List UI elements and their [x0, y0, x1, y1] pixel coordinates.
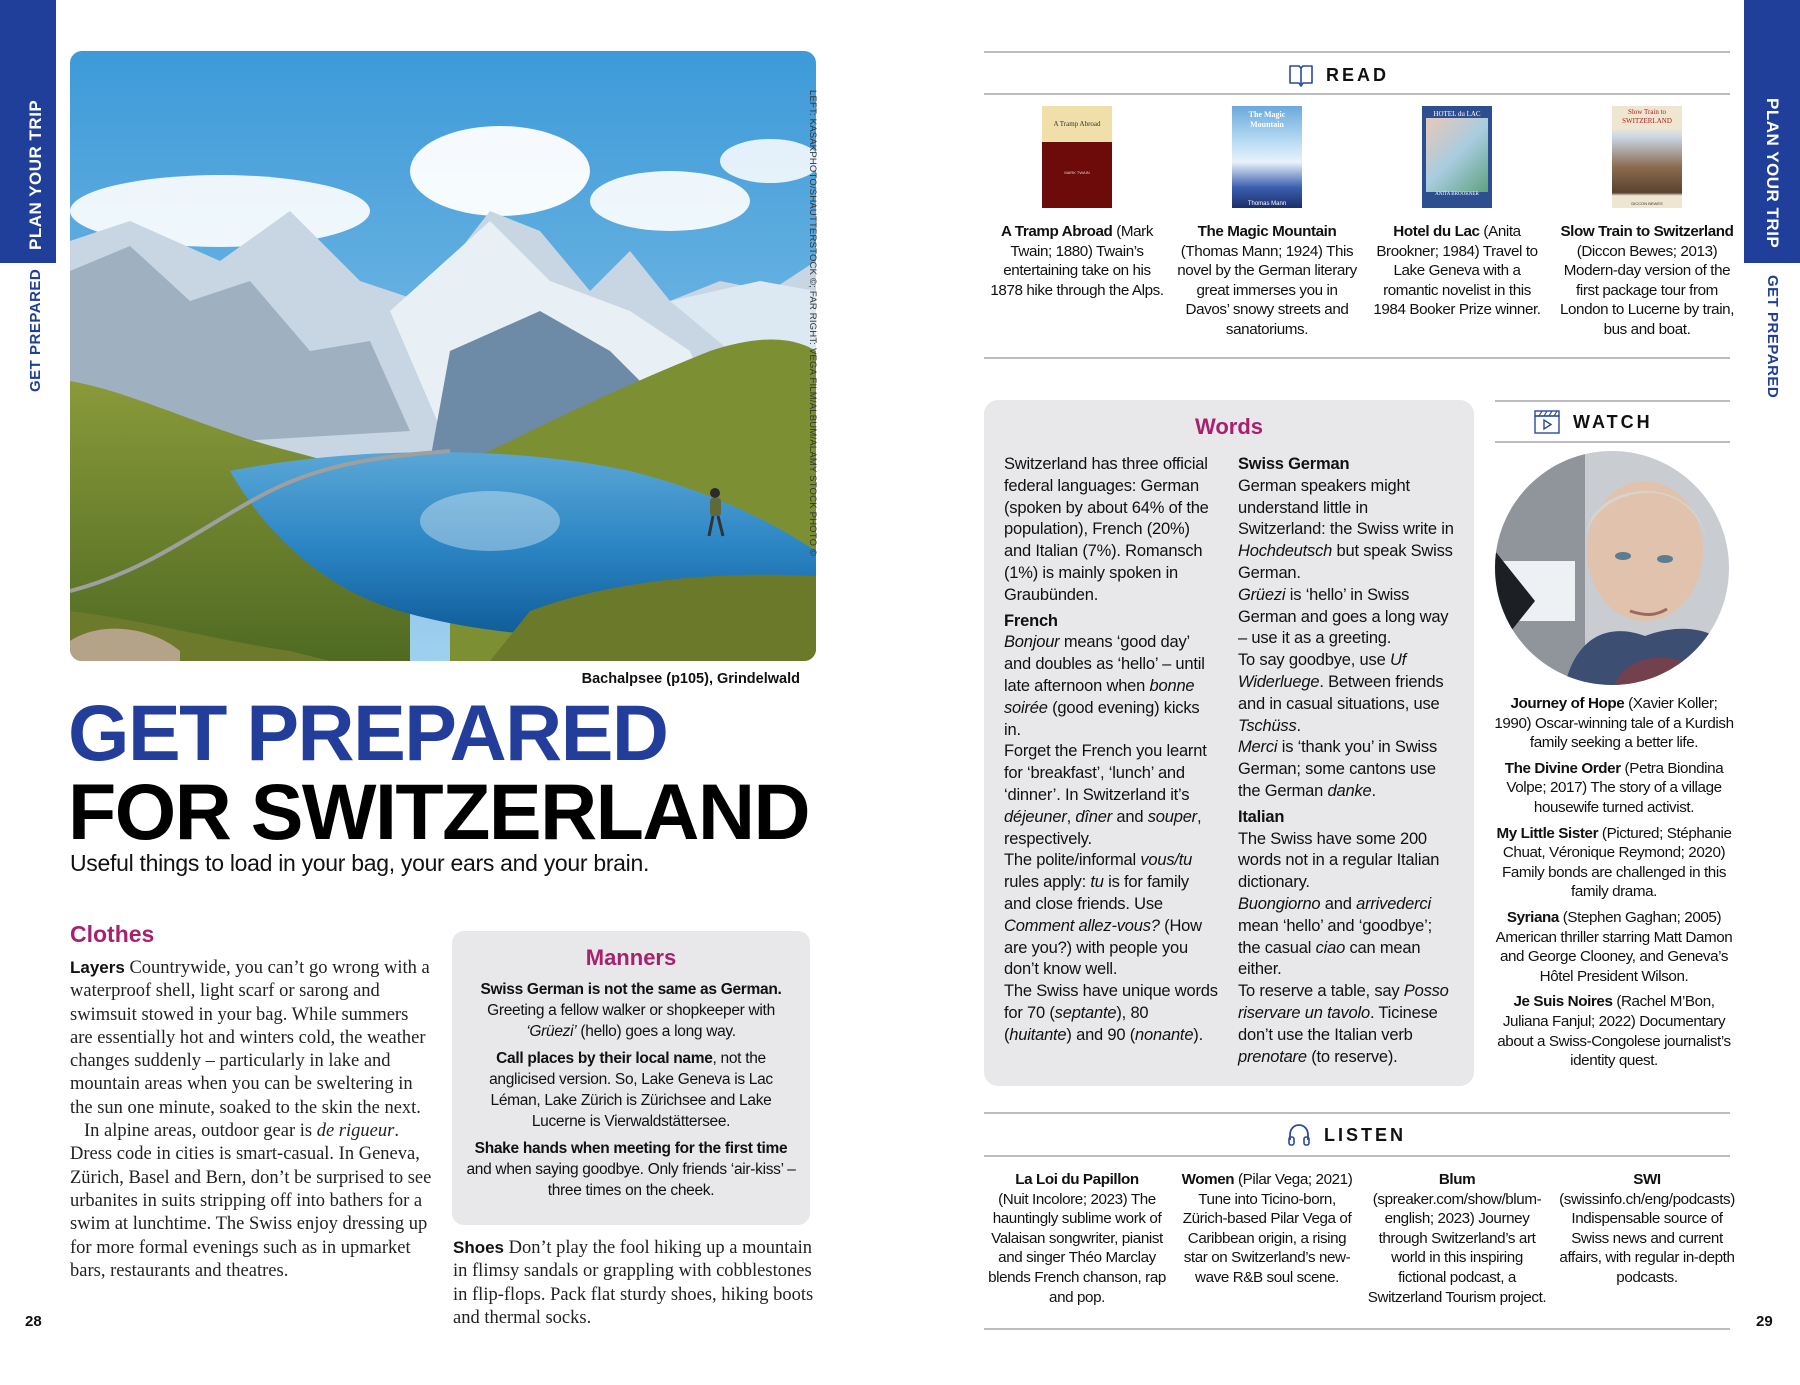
manners-item: Shake hands when meeting for the first time and when saying goodbye. Only friends ‘air-kiss’ – three times on the cheek. [466, 1140, 796, 1199]
divider [984, 93, 1730, 95]
headphones-icon [1286, 1122, 1312, 1148]
divider [984, 1328, 1730, 1330]
read-heading: READ [1288, 62, 1389, 88]
page-title-line1: GET PREPARED [68, 688, 668, 777]
divider [984, 51, 1730, 53]
book-item [982, 106, 1172, 340]
divider [1495, 400, 1730, 402]
words-column-1: Switzerland has three official federal languages: German (spoken by about 64% of the population), French (20%) and Italian (7%). Romansch (1%) is mainly spoken in Graubünden. French Bonjour means ‘good day’ and doubles as ‘hello’ – until late afternoon when bonne soirée (good evening) kicks in. Forget the French you learnt for ‘breakfast’, ‘lunch’ and ‘dinner’. In Switzerland it’s déjeuner, dîner and souper, respectively. The polite/informal vous/tu rules apply: tu is for family and close friends. Use Comment allez-vous? (How are you?) with people you don’t know well. The Swiss have unique words for 70 (septante), 80 (huitante) and 90 (nonante). [1004, 454, 1220, 1068]
divider [1495, 441, 1730, 443]
clothes-paragraph-2: In alpine areas, outdoor gear is de rigueur. Dress code in cities is smart-casual. In Geneva, Zürich, Basel and Bern, don’t be surprised to see urbanites in suits stripping off into bathers for a swim at lunchtime. The Swiss enjoy dressing up for more formal evenings such as in upmarket bars, restaurants and theatres. [70, 1121, 432, 1281]
book-description: Hotel du Lac (Anita Brookner; 1984) Travel to Lake Geneva with a romantic novelist in this 1984 Booker Prize winner. [1373, 223, 1541, 319]
clothes-heading: Clothes [70, 921, 155, 947]
hero-photo-bachalpsee [70, 51, 816, 661]
listen-item: Women (Pilar Vega; 2021) Tune into Ticino-born, Zürich-based Pilar Vega of Caribbean origin, a rising star on Switzerland’s new-wave R&B soul scene. [1181, 1171, 1353, 1286]
words-panel [984, 400, 1474, 1086]
watch-heading: WATCH [1533, 409, 1653, 435]
book-description: The Magic Mountain (Thomas Mann; 1924) This novel by the German literary great immerses you in Davos’ snowy streets and sanatoriums. [1177, 223, 1357, 338]
book-cover: Slow Train to SWITZERLAND DICCON BEWES [1612, 106, 1682, 208]
book-list [982, 106, 1742, 340]
shoes-paragraph: Shoes Don’t play the fool hiking up a mountain in flimsy sandals or grappling with cobblestones in flip-flops. Pack flat sturdy shoes, hiking boots and thermal socks. [453, 1238, 814, 1328]
words-heading: Words [1194, 414, 1264, 439]
film-still-my-little-sister [1495, 451, 1729, 685]
page-number-right: 29 [1756, 1313, 1773, 1330]
divider [984, 1112, 1730, 1114]
divider [984, 357, 1730, 359]
manners-heading: Manners [585, 945, 677, 970]
film-item: Syriana (Stephen Gaghan; 2005) American thriller starring Matt Damon and George Clooney, and Geneva’s Hôtel President Wilson. [1495, 908, 1733, 985]
page-number-left: 28 [25, 1313, 42, 1330]
open-book-icon [1288, 62, 1314, 88]
listen-item: Blum (spreaker.com/show/blum-english; 2023) Journey through Switzerland’s art world in this inspiring fictional podcast, a Switzerland Tourism project. [1367, 1171, 1547, 1306]
book-description: A Tramp Abroad (Mark Twain; 1880) Twain’s entertaining take on his 1878 hike through the Alps. [990, 223, 1164, 299]
film-item: The Divine Order (Petra Biondina Volpe; 2017) The story of a village housewife turned activist. [1504, 759, 1724, 816]
chapter-label-left: GET PREPARED [27, 268, 44, 392]
words-column-2: Swiss German German speakers might understand little in Switzerland: the Swiss write in Hochdeutsch but speak Swiss German. Grüezi is ‘hello’ in Swiss German and goes a long way – use it as a greeting. To say goodbye, use Uf Widerluege. Between friends and in casual situations, use Tschüss. Merci is ‘thank you’ in Swiss German; some cantons use the German danke. Italian The Swiss have some 200 words not in a regular Italian dictionary. Buongiorno and arrivederci mean ‘hello’ and ‘goodbye’; the casual ciao can mean either. To reserve a table, say Posso riservare un tavolo. Ticinese don’t use the Italian verb prenotare (to reserve). [1238, 455, 1454, 1066]
book-item [1362, 106, 1552, 340]
film-item: Journey of Hope (Xavier Koller; 1990) Oscar-winning tale of a Kurdish family seeking a better life. [1494, 695, 1734, 752]
photo-caption: Bachalpsee (p105), Grindelwald [581, 671, 800, 687]
chapter-label-right: GET PREPARED [1764, 275, 1781, 399]
book-item [1552, 106, 1742, 340]
listen-heading: LISTEN [1286, 1122, 1406, 1148]
page-subtitle: Useful things to load in your bag, your ears and your brain. [70, 850, 650, 876]
film-item: Je Suis Noires (Rachel M’Bon, Juliana Fanjul; 2022) Documentary about a Swiss-Congolese journalist’s identity quest. [1497, 993, 1731, 1070]
book-cover: The Magic Mountain Thomas Mann [1232, 106, 1302, 208]
listen-list [982, 1170, 1742, 1307]
film-item: My Little Sister (Pictured; Stéphanie Chuat, Véronique Reymond; 2020) Family bonds are challenged in this family drama. [1496, 824, 1732, 901]
film-list [1494, 694, 1734, 1077]
landscape-image [70, 51, 816, 661]
manners-item: Swiss German is not the same as German. Greeting a fellow walker or shopkeeper with ‘Grüezi’ (hello) goes a long way. [480, 981, 782, 1040]
page-title-line2: FOR SWITZERLAND [68, 767, 810, 856]
section-label-left: PLAN YOUR TRIP [26, 99, 45, 250]
clothes-paragraph-1: Layers Countrywide, you can’t go wrong with a waterproof shell, light scarf or sarong and swimsuit stowed in your bag. While summers are essentially hot and winters cold, the weather changes suddenly – particularly in lake and mountain areas when you can be sweltering in the sun one minute, soaked to the skin the next. [70, 958, 430, 1118]
photo-credit: LEFT: KASAKPHOTO/SHAUTTERSTOCK ©; FAR RIGHT: VEGA FILM/ALBUM/ALAMY STOCK PHOTO © [807, 90, 818, 557]
french-subheading: French [1004, 611, 1058, 630]
section-label-right: PLAN YOUR TRIP [1763, 98, 1782, 249]
italian-subheading: Italian [1238, 807, 1285, 826]
book-cover: HOTEL du LAC ANITA BROOKNER [1422, 106, 1492, 208]
divider [984, 1155, 1730, 1157]
listen-item: SWI (swissinfo.ch/eng/podcasts) Indispensable source of Swiss news and current affairs, with regular in-depth podcasts. [1559, 1171, 1735, 1286]
clothes-body [70, 956, 435, 1283]
portrait-image [1495, 451, 1729, 685]
swiss-german-subheading: Swiss German [1238, 455, 1350, 473]
listen-item: La Loi du Papillon (Nuit Incolore; 2023) The hauntingly sublime work of Valaisan songwriter, pianist and singer Théo Marclay blends French chanson, rap and pop. [988, 1171, 1166, 1306]
manners-panel [452, 931, 810, 1225]
book-description: Slow Train to Switzerland (Diccon Bewes; 2013) Modern-day version of the first package tour from London to Lucerne by train, bus and boat. [1559, 223, 1735, 338]
book-item [1172, 106, 1362, 340]
clapperboard-play-icon [1533, 409, 1561, 435]
shoes-lead: Shoes [453, 1238, 505, 1257]
clothes-lead: Layers [70, 958, 125, 977]
book-cover: A Tramp Abroad MARK TWAIN [1042, 106, 1112, 208]
manners-item: Call places by their local name, not the anglicised version. So, Lake Geneva is Lac Léman, Lake Zürich is Zürichsee and Lake Lucerne is Vierwaldstättersee. [489, 1050, 773, 1130]
